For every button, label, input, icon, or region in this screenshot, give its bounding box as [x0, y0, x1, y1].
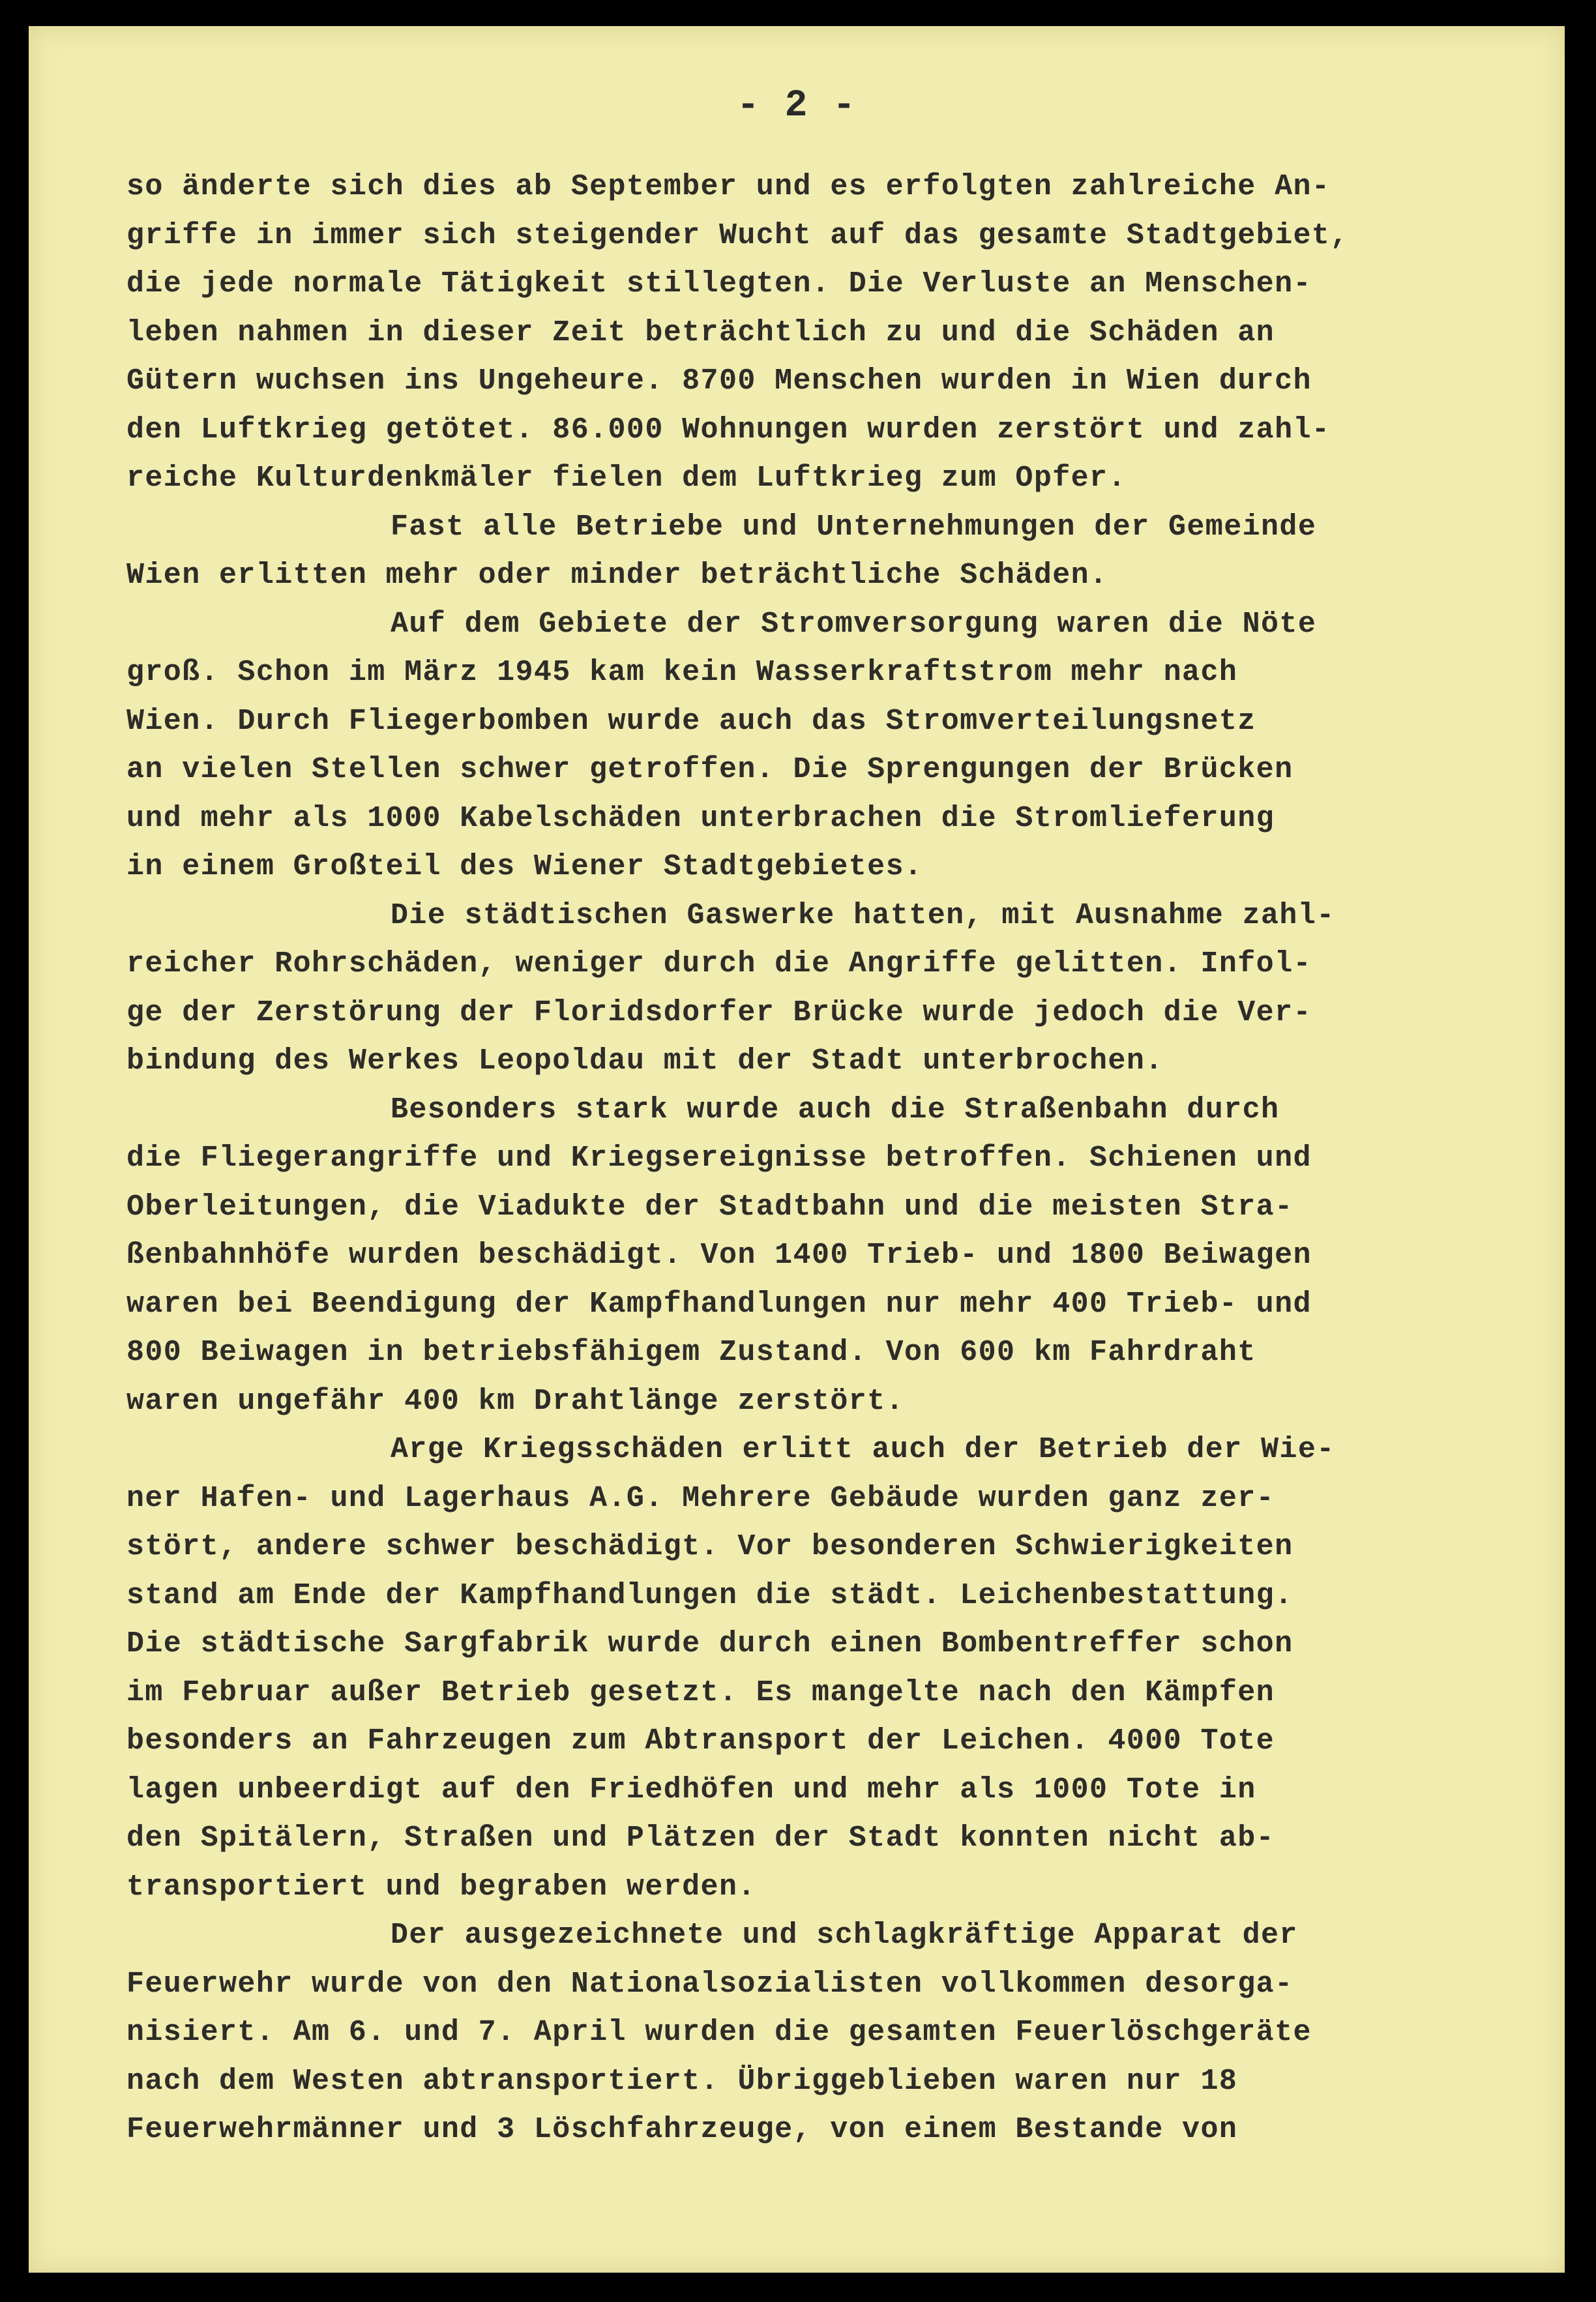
paragraph-start-line: Die städtischen Gaswerke hatten, mit Ausnahme zahl- — [391, 898, 1335, 932]
text-line: reicher Rohrschäden, weniger durch die Angriffe gelitten. Infol- — [126, 947, 1312, 981]
text-line: ßenbahnhöfe wurden beschädigt. Von 1400 Trieb- und 1800 Beiwagen — [126, 1239, 1312, 1272]
page-number: - 2 - — [736, 85, 857, 127]
text-line: 800 Beiwagen in betriebsfähigem Zustand. Von 600 km Fahrdraht — [126, 1336, 1256, 1369]
text-line: Feuerwehrmänner und 3 Löschfahrzeuge, von einem Bestande von — [126, 2113, 1238, 2146]
text-line: waren ungefähr 400 km Drahtlänge zerstört. — [126, 1384, 904, 1418]
document-page — [29, 26, 1565, 2273]
paragraph-start-line: Fast alle Betriebe und Unternehmungen der Gemeinde — [391, 510, 1317, 544]
text-line: Wien. Durch Fliegerbomben wurde auch das Stromverteilungsnetz — [126, 704, 1256, 738]
text-line: leben nahmen in dieser Zeit beträchtlich zu und die Schäden an — [126, 316, 1275, 349]
text-line: Feuerwehr wurde von den Nationalsozialisten vollkommen desorga- — [126, 1967, 1293, 2001]
text-line: an vielen Stellen schwer getroffen. Die Sprengungen der Brücken — [126, 753, 1293, 786]
body-text — [126, 163, 1450, 2155]
text-line: griffe in immer sich steigender Wucht auf das gesamte Stadtgebiet, — [126, 218, 1349, 252]
text-line: nisiert. Am 6. und 7. April wurden die gesamten Feuerlöschgeräte — [126, 2016, 1312, 2049]
text-line: im Februar außer Betrieb gesetzt. Es mangelte nach den Kämpfen — [126, 1675, 1275, 1709]
text-line: lagen unbeerdigt auf den Friedhöfen und mehr als 1000 Tote in — [126, 1773, 1256, 1807]
paragraph-start-line: Auf dem Gebiete der Stromversorgung waren die Nöte — [391, 607, 1317, 641]
text-line: in einem Großteil des Wiener Stadtgebietes. — [126, 850, 923, 883]
text-line: groß. Schon im März 1945 kam kein Wasserkraftstrom mehr nach — [126, 656, 1238, 689]
text-line: besonders an Fahrzeugen zum Abtransport der Leichen. 4000 Tote — [126, 1724, 1275, 1758]
text-line: die Fliegerangriffe und Kriegsereignisse betroffen. Schienen und — [126, 1142, 1312, 1175]
text-line: ge der Zerstörung der Floridsdorfer Brücke wurde jedoch die Ver- — [126, 996, 1312, 1029]
text-line: den Luftkrieg getötet. 86.000 Wohnungen wurden zerstört und zahl- — [126, 413, 1331, 447]
paragraph-start-line: Der ausgezeichnete und schlagkräftige Apparat der — [391, 1919, 1298, 1952]
text-line: den Spitälern, Straßen und Plätzen der Stadt konnten nicht ab- — [126, 1822, 1275, 1855]
text-line: Oberleitungen, die Viadukte der Stadtbahn und die meisten Stra- — [126, 1190, 1293, 1224]
text-line: stand am Ende der Kampfhandlungen die städt. Leichenbestattung. — [126, 1578, 1293, 1612]
text-line: Gütern wuchsen ins Ungeheure. 8700 Menschen wurden in Wien durch — [126, 364, 1312, 398]
text-line: transportiert und begraben werden. — [126, 1870, 756, 1904]
text-line: reiche Kulturdenkmäler fielen dem Luftkrieg zum Opfer. — [126, 462, 1127, 495]
text-line: waren bei Beendigung der Kampfhandlungen nur mehr 400 Trieb- und — [126, 1287, 1312, 1321]
text-line: so änderte sich dies ab September und es erfolgten zahlreiche An- — [126, 170, 1331, 203]
text-line: bindung des Werkes Leopoldau mit der Stadt unterbrochen. — [126, 1044, 1164, 1078]
text-line: ner Hafen- und Lagerhaus A.G. Mehrere Gebäude wurden ganz zer- — [126, 1481, 1275, 1515]
text-line: nach dem Westen abtransportiert. Übriggeblieben waren nur 18 — [126, 2064, 1238, 2098]
text-line: und mehr als 1000 Kabelschäden unterbrachen die Stromlieferung — [126, 801, 1275, 835]
text-line: Die städtische Sargfabrik wurde durch einen Bombentreffer schon — [126, 1627, 1293, 1660]
text-line: stört, andere schwer beschädigt. Vor besonderen Schwierigkeiten — [126, 1530, 1293, 1563]
paragraph-start-line: Arge Kriegsschäden erlitt auch der Betrieb der Wie- — [391, 1433, 1335, 1466]
text-line: Wien erlitten mehr oder minder beträchtliche Schäden. — [126, 559, 1108, 592]
text-line: die jede normale Tätigkeit stillegten. Die Verluste an Menschen- — [126, 267, 1312, 301]
paragraph-start-line: Besonders stark wurde auch die Straßenbahn durch — [391, 1093, 1280, 1127]
